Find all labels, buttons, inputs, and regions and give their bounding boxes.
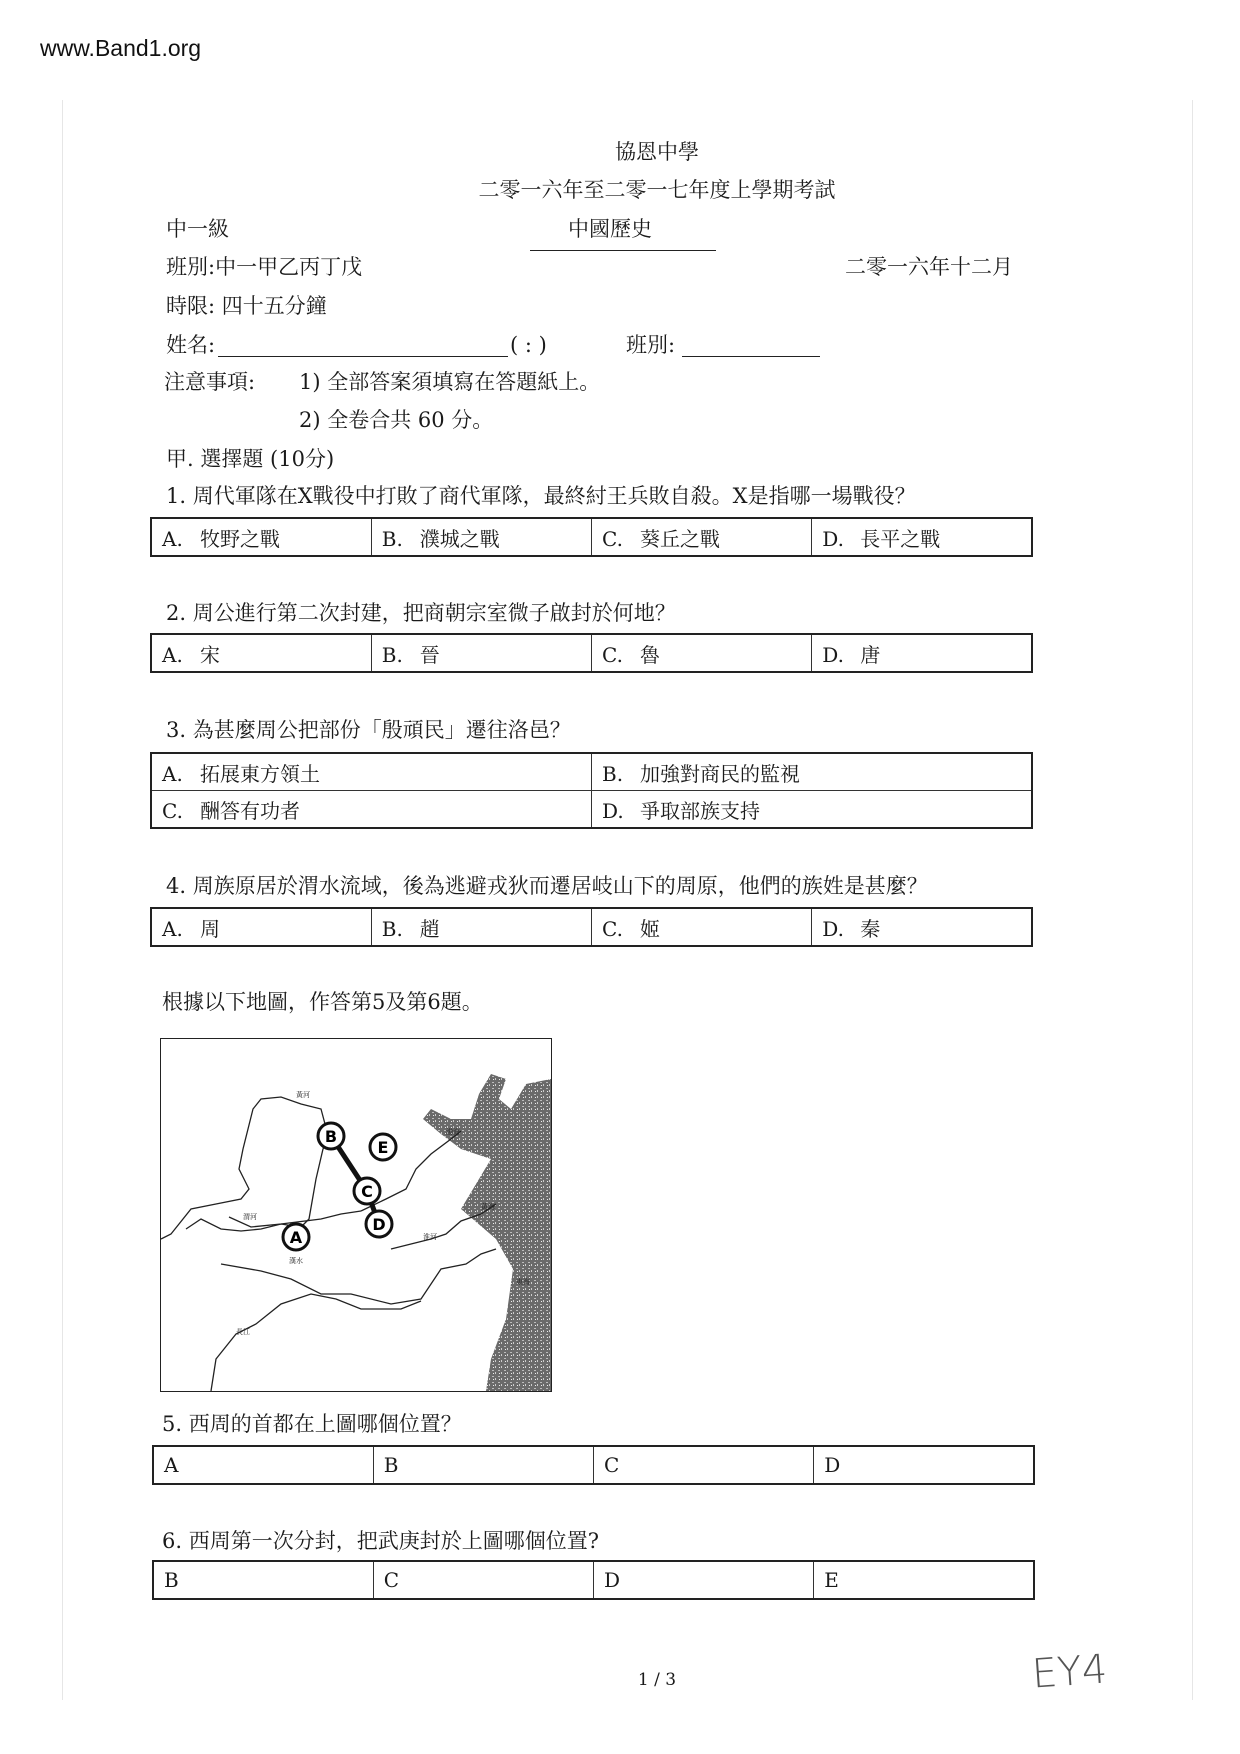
- option-letter: B.: [602, 761, 624, 786]
- option-text: 姬: [640, 916, 660, 941]
- question-3: 3. 為甚麼周公把部份「殷頑民」遷往洛邑？: [166, 718, 571, 742]
- option-d[interactable]: [592, 791, 1033, 829]
- river-han: [221, 1249, 496, 1304]
- classes: 班別:中一甲乙丙丁戊: [166, 255, 363, 279]
- option-letter: C.: [602, 916, 623, 941]
- question-4: 4. 周族原居於渭水流域，後為逃避戎狄而遷居岐山下的周原，他們的族姓是甚麼？: [166, 874, 928, 898]
- option-letter: C.: [162, 798, 183, 823]
- river-label: 渭河: [243, 1213, 257, 1221]
- option-letter: D.: [602, 798, 624, 823]
- name-label: 姓名:: [166, 333, 216, 357]
- class-label: 班別:: [626, 333, 676, 357]
- option-d[interactable]: [812, 908, 1032, 946]
- option-b[interactable]: [592, 753, 1033, 791]
- marker-a: [283, 1224, 309, 1250]
- option-letter: C: [383, 1568, 400, 1592]
- option-a[interactable]: [153, 1446, 373, 1484]
- option-text: 爭取部族支持: [640, 798, 760, 823]
- option-c[interactable]: [592, 518, 812, 556]
- option-text: 長平之戰: [860, 526, 941, 551]
- options-q1: [150, 517, 1033, 557]
- options-q2: [150, 633, 1033, 673]
- option-letter: C.: [602, 642, 623, 667]
- option-text: 周: [200, 916, 220, 941]
- option-letter: A.: [162, 526, 183, 551]
- option-c[interactable]: [592, 634, 812, 672]
- marker-c: [354, 1178, 380, 1204]
- form-level: 中一級: [166, 217, 229, 241]
- option-text: 牧野之戰: [200, 526, 280, 551]
- sea-label: 黃海: [481, 1203, 495, 1211]
- option-letter: C: [604, 1453, 620, 1477]
- option-letter: A.: [162, 761, 183, 786]
- map-svg: [161, 1039, 551, 1391]
- option-text: 魯: [640, 642, 660, 667]
- class-number-paren: ( : ): [510, 333, 547, 357]
- river-label: 長江: [236, 1328, 250, 1336]
- section-title: 甲. 選擇題 (10分): [166, 447, 335, 471]
- option-text: 葵丘之戰: [640, 526, 720, 551]
- option-c[interactable]: [373, 1561, 593, 1599]
- marker-label: D: [372, 1215, 386, 1234]
- options-q4: [150, 907, 1033, 947]
- option-c[interactable]: [592, 908, 812, 946]
- watermark-url: www.Band1.org: [40, 35, 202, 61]
- option-letter: D.: [822, 642, 844, 667]
- option-c[interactable]: [594, 1446, 814, 1484]
- option-text: 宋: [200, 642, 220, 667]
- option-b[interactable]: [371, 518, 591, 556]
- notes-label: 注意事項:: [164, 370, 256, 394]
- exam-date: 二零一六年十二月: [845, 255, 1013, 279]
- option-letter: D.: [822, 916, 844, 941]
- option-a[interactable]: [151, 634, 371, 672]
- map-figure: [160, 1038, 552, 1392]
- option-letter: D.: [822, 526, 844, 551]
- subject-underline: [530, 250, 716, 251]
- option-letter: C.: [602, 526, 623, 551]
- options-q5: [152, 1445, 1035, 1485]
- option-text: 酬答有功者: [200, 798, 300, 823]
- sea-label: 東海: [516, 1278, 530, 1286]
- question-6: 6. 西周第一次分封，把武庚封於上圖哪個位置?: [162, 1529, 599, 1553]
- scan-edge: [62, 100, 63, 1700]
- option-letter: A.: [162, 916, 183, 941]
- option-text: 唐: [860, 642, 881, 667]
- option-letter: B.: [381, 916, 403, 941]
- question-1: 1. 周代軍隊在X戰役中打敗了商代軍隊，最終紂王兵敗自殺。X是指哪一場戰役？: [166, 484, 916, 508]
- option-a[interactable]: [151, 753, 592, 791]
- option-text: 拓展東方領土: [200, 761, 320, 786]
- option-d[interactable]: [594, 1561, 814, 1599]
- sea-label: 渤海: [446, 1128, 460, 1136]
- scan-edge: [1192, 100, 1193, 1700]
- option-letter: D: [604, 1568, 621, 1592]
- options-q6: [152, 1560, 1035, 1600]
- marker-label: A: [289, 1228, 303, 1247]
- marker-label: C: [361, 1182, 373, 1201]
- note-2: 2) 全卷合共 60 分。: [299, 408, 494, 432]
- option-d[interactable]: [812, 634, 1032, 672]
- option-d[interactable]: [814, 1446, 1034, 1484]
- option-letter: B.: [381, 642, 403, 667]
- option-text: 秦: [860, 916, 881, 941]
- option-letter: A: [164, 1453, 179, 1477]
- option-a[interactable]: [151, 518, 371, 556]
- option-b[interactable]: [373, 1446, 593, 1484]
- option-letter: B.: [381, 526, 403, 551]
- school-name: 協恩中學: [615, 140, 699, 164]
- river-label: 黃河: [296, 1091, 310, 1099]
- river-yangtze: [211, 1294, 421, 1391]
- option-b[interactable]: [371, 908, 591, 946]
- marker-e: [370, 1134, 396, 1160]
- option-letter: B: [383, 1453, 399, 1477]
- exam-title: 二零一六年至二零一七年度上學期考試: [478, 178, 836, 202]
- option-letter: D: [824, 1453, 841, 1477]
- option-c[interactable]: [151, 791, 592, 829]
- page-number: 1 / 3: [637, 1670, 677, 1690]
- option-text: 濮城之戰: [419, 526, 500, 551]
- handwritten-note: EY4: [1030, 1646, 1109, 1698]
- option-b[interactable]: [153, 1561, 373, 1599]
- marker-label: E: [377, 1138, 389, 1157]
- option-text: 加強對商民的監視: [640, 761, 800, 786]
- sea-region: [423, 1074, 551, 1391]
- option-b[interactable]: [371, 634, 591, 672]
- class-field[interactable]: [682, 356, 820, 357]
- option-letter: B: [164, 1568, 179, 1592]
- river-label: 淮河: [423, 1233, 437, 1241]
- option-text: 趙: [419, 916, 440, 941]
- options-q3: [150, 752, 1033, 829]
- subject: 中國歷史: [568, 217, 652, 241]
- question-5: 5. 西周的首都在上圖哪個位置？: [162, 1412, 462, 1436]
- option-text: 晉: [419, 642, 440, 667]
- option-e[interactable]: [814, 1561, 1034, 1599]
- map-intro: 根據以下地圖，作答第5及第6題。: [162, 990, 483, 1014]
- marker-b: [318, 1123, 344, 1149]
- option-letter: E: [824, 1568, 839, 1592]
- name-field[interactable]: [218, 356, 508, 357]
- option-letter: A.: [162, 642, 183, 667]
- question-2: 2. 周公進行第二次封建，把商朝宗室微子啟封於何地？: [166, 601, 676, 625]
- time-limit: 時限: 四十五分鐘: [166, 294, 327, 318]
- option-a[interactable]: [151, 908, 371, 946]
- river-label: 漢水: [289, 1257, 303, 1265]
- note-1: 1) 全部答案須填寫在答題紙上。: [299, 370, 601, 394]
- option-d[interactable]: [812, 518, 1032, 556]
- marker-label: B: [324, 1127, 338, 1146]
- marker-d: [366, 1211, 392, 1237]
